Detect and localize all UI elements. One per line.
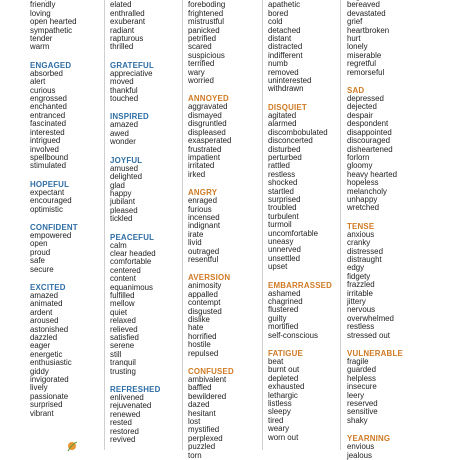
feeling-word: lively [30,383,48,393]
feeling-word: horrified [188,331,217,341]
feeling-word: unhappy [347,194,378,204]
category-heading: SAD [347,86,365,96]
feeling-word: disgusted [188,306,222,316]
feeling-word: sleepy [268,407,291,417]
feeling-word: edgy [347,263,365,273]
feeling-word: wonder [110,137,136,147]
column-2 [110,0,166,444]
feeling-word: detached [268,25,301,35]
feeling-word: enlivened [110,393,144,403]
feeling-word: encouraged [30,196,72,206]
feeling-word: dismayed [188,110,222,120]
feeling-word: leery [347,390,365,400]
feeling-word: torn [188,450,202,460]
feeling-word: fascinated [30,119,66,129]
feeling-word: overwhelmed [347,313,394,323]
feeling-word: turbulent [268,211,299,221]
feeling-word: dislike [188,315,210,324]
feeling-word: restless [268,169,296,179]
feeling-word: turmoil [268,220,292,230]
feeling-word: apathetic [268,0,301,10]
feeling-word: frightened [188,8,224,18]
feeling-word: wary [188,67,205,77]
feeling-word: jealous [347,450,373,460]
feeling-word: disappointed [347,127,392,137]
feeling-word: curious [30,85,56,95]
feeling-word: distraught [347,254,382,264]
feeling-word: fulfilled [110,290,135,300]
feeling-word: giddy [30,366,49,376]
feeling-word: regretful [347,59,376,69]
category-heading: CONFUSED [188,367,234,377]
feeling-word: impatient [188,152,221,162]
feeling-word: nervous [347,305,376,315]
feeling-word: worn out [268,432,299,442]
feeling-word: forlorn [347,152,370,162]
category-heading: ANNOYED [188,94,229,104]
feeling-word: lonely [347,42,368,52]
feeling-word: restored [110,426,139,436]
feeling-word: depressed [347,94,384,104]
feeling-word: unnerved [268,245,301,255]
feeling-word: intrigued [30,136,61,146]
feeling-word: dazed [188,400,210,410]
feeling-word: glad [110,180,125,190]
feeling-word: elated [110,0,132,10]
feeling-word: insecure [347,382,377,392]
feeling-word: warm [30,42,50,52]
feeling-word: irritated [188,161,215,171]
feeling-word: cranky [347,238,371,248]
feeling-word: displeased [188,127,226,137]
feeling-word: bored [268,8,289,18]
feeling-word: beat [268,357,284,367]
feeling-word: empowered [30,230,72,240]
feeling-word: frazzled [347,280,375,290]
feeling-word: amazed [30,290,59,300]
column-divider [262,0,263,450]
feeling-word: aroused [30,316,59,326]
feeling-word: burnt out [268,365,300,375]
feeling-word: animosity [188,281,222,291]
feeling-word: troubled [268,203,297,213]
feeling-word: anxious [347,229,375,239]
feeling-word: eager [30,341,51,351]
feeling-word: uneasy [268,236,294,246]
feeling-word: appreciative [110,68,153,78]
feeling-word: flustered [268,305,299,315]
feeling-word: disgruntled [188,119,227,129]
feeling-word: furious [188,204,212,214]
feeling-word: baffled [188,383,212,393]
feeling-word: fragile [347,357,369,367]
feeling-word: hate [188,323,204,333]
feeling-word: exuberant [110,17,146,27]
feeling-word: indignant [188,221,221,231]
feeling-word: hurt [347,34,361,44]
feeling-word: rested [110,418,132,428]
column-1 [30,0,86,418]
feeling-word: astonished [30,324,69,334]
feeling-word: melancholy [347,186,387,196]
feeling-word: self-conscious [268,330,318,340]
column-3 [188,0,244,460]
feeling-word: loving [30,8,51,18]
feeling-word: renewed [110,409,141,419]
feeling-word: relaxed [110,316,136,326]
feeling-word: cold [268,17,283,27]
feeling-word: animated [30,299,63,309]
feeling-word: dazzled [30,333,58,342]
feeling-word: alarmed [268,119,297,129]
feeling-word: removed [268,67,299,77]
category-heading: CONFIDENT [30,222,78,232]
feeling-word: enchanted [30,102,67,112]
feeling-word: uncomfortable [268,228,319,238]
feeling-word: relieved [110,324,138,334]
feeling-word: mistrustful [188,17,224,27]
feeling-word: bereaved [347,0,380,10]
feeling-word: livid [188,238,202,248]
feeling-word: clear headed [110,248,156,258]
feeling-word: upset [268,262,288,272]
category-heading: ENGAGED [30,60,72,70]
column-divider [340,0,341,450]
column-5 [347,0,403,460]
feeling-word: rejuvenated [110,401,152,411]
category-heading: YEARNING [347,434,391,444]
category-heading: INSPIRED [110,112,149,122]
feeling-word: aggravated [188,102,228,112]
feeling-word: disheartened [347,144,393,154]
feeling-word: incensed [188,212,220,222]
feeling-word: amused [110,163,139,173]
feeling-word: distracted [268,42,303,52]
feeling-word: calm [110,240,127,250]
column-divider [104,0,105,450]
feeling-word: hopeless [347,178,379,188]
feeling-word: contempt [188,298,221,308]
feeling-word: discouraged [347,136,390,146]
feeling-word: distant [268,34,292,44]
feeling-word: tickled [110,214,133,224]
feeling-word: delighted [110,172,143,182]
category-heading: EXCITED [30,282,66,292]
column-divider [182,0,183,450]
feeling-word: hesitant [188,408,216,418]
feeling-word: repulsed [188,348,219,358]
feeling-word: fidgety [347,271,371,281]
feeling-word: unsettled [268,253,301,263]
feeling-word: entranced [30,110,66,120]
feeling-word: sympathetic [30,25,73,35]
feeling-word: serene [110,341,135,351]
feeling-word: jubilant [110,197,136,207]
feeling-word: outraged [188,246,220,256]
category-heading: ANGRY [188,188,218,198]
feeling-word: terrified [188,59,215,69]
feeling-word: invigorated [30,375,69,385]
feeling-word: content [110,274,136,284]
feeling-word: involved [30,144,59,154]
category-heading: FATIGUE [268,349,304,359]
feeling-word: mystified [188,425,220,435]
feeling-word: despondent [347,119,389,129]
feeling-word: expectant [30,187,65,197]
feeling-word: disturbed [268,144,301,154]
feeling-word: stimulated [30,161,66,171]
feeling-word: resentful [188,254,219,264]
feeling-word: revived [110,435,136,445]
feeling-word: helpless [347,373,376,383]
feeling-word: absorbed [30,68,63,78]
feeling-word: grief [347,17,363,27]
feeling-word: happy [110,188,132,198]
feeling-word: startled [268,186,294,196]
feeling-word: centered [110,265,141,275]
feeling-word: energetic [30,349,63,359]
feeling-word: devastated [347,8,386,18]
feeling-word: enthusiastic [30,358,72,368]
feeling-word: distressed [347,246,383,256]
feeling-word: optimistic [30,204,63,214]
feeling-word: thankful [110,85,138,95]
feeling-word: sensitive [347,407,378,417]
feeling-word: despair [347,110,373,120]
feeling-word: exasperated [188,136,232,146]
feeling-word: irritable [347,288,373,298]
category-heading: TENSE [347,221,375,231]
feeling-word: satisfied [110,333,139,342]
feeling-word: irate [188,229,204,239]
feeling-word: engrossed [30,94,67,104]
feeling-word: ardent [30,307,53,317]
feeling-word: reserved [347,399,378,409]
feeling-word: spellbound [30,152,69,162]
feeling-word: miserable [347,50,382,60]
feeling-word: thrilled [110,42,134,52]
feeling-word: still [110,349,122,359]
feeling-word: restless [347,322,375,332]
feeling-word: tranquil [110,358,136,368]
feeling-word: envious [347,442,375,452]
feeling-word: interested [30,127,65,137]
feeling-word: proud [30,247,51,257]
feeling-word: passionate [30,391,69,401]
feeling-word: gloomy [347,161,373,171]
feeling-word: chagrined [268,297,303,306]
feeling-word: tender [30,34,53,44]
feeling-word: awed [110,128,129,138]
feeling-word: rattled [268,161,290,171]
feeling-word: friendly [30,0,56,10]
feeling-word: surprised [30,400,63,410]
category-heading: HOPEFUL [30,179,70,189]
column-4 [268,0,333,442]
feeling-word: petrified [188,34,217,44]
feeling-word: puzzled [188,442,216,452]
feeling-word: bewildered [188,391,227,401]
feeling-word: ambivalent [188,375,227,385]
feeling-word: surprised [268,194,301,204]
feeling-word: stressed out [347,330,390,340]
feeling-word: disconcerted [268,136,313,146]
feeling-word: suspicious [188,50,225,60]
feeling-word: wretched [347,203,380,213]
feeling-word: perturbed [268,152,302,162]
feeling-word: lethargic [268,390,298,400]
feeling-word: uninterested [268,76,312,86]
feeling-word: tired [268,415,284,425]
feeling-word: heavy hearted [347,169,398,179]
feeling-word: frustrated [188,144,222,154]
feeling-word: enraged [188,196,217,206]
feeling-word: weary [268,424,290,434]
feeling-word: safe [30,256,45,266]
feeling-word: radiant [110,25,135,35]
feeling-word: trusting [110,366,136,376]
leaf-sprig-icon [66,440,78,452]
feeling-word: mellow [110,299,135,309]
feeling-word: lost [188,417,201,427]
feeling-word: withdrawn [268,84,304,94]
feeling-word: depleted [268,373,299,383]
feeling-word: appalled [188,289,218,299]
feeling-word: ashamed [268,288,301,298]
category-heading: EMBARRASSED [268,280,333,290]
feeling-word: mortified [268,322,299,332]
category-heading: GRATEFUL [110,60,154,70]
feeling-word: touched [110,94,139,104]
feeling-word: listless [268,399,292,409]
feeling-word: open hearted [30,17,77,27]
feeling-word: alert [30,77,46,87]
feeling-word: hostile [188,340,211,350]
feeling-word: foreboding [188,0,226,10]
feeling-word: scared [188,42,212,52]
feeling-word: heartbroken [347,25,390,35]
feeling-word: agitated [268,110,297,120]
feeling-word: guilty [268,313,287,323]
feeling-word: indifferent [268,50,303,60]
feeling-word: numb [268,59,288,69]
category-heading: AVERSION [188,273,231,283]
category-heading: PEACEFUL [110,232,155,242]
feeling-word: equanimous [110,282,153,292]
feeling-word: vibrant [30,408,54,418]
category-heading: JOYFUL [110,155,143,165]
feeling-word: dejected [347,102,377,112]
feeling-word: panicked [188,25,220,35]
feeling-word: secure [30,264,54,274]
feeling-word: perplexed [188,433,223,443]
feeling-word: shaky [347,415,368,425]
feeling-word: pleased [110,205,138,215]
feeling-word: moved [110,77,134,87]
feeling-word: open [30,239,48,249]
feeling-word: guarded [347,365,376,375]
category-heading: VULNERABLE [347,349,403,359]
feeling-word: comfortable [110,257,152,267]
feeling-word: worried [188,76,214,86]
feeling-word: enthralled [110,8,145,18]
feeling-word: remorseful [347,67,385,77]
category-heading: REFRESHED [110,385,161,395]
feeling-word: irked [188,169,206,179]
feeling-word: shocked [268,178,298,188]
feeling-word: quiet [110,307,128,317]
category-heading: DISQUIET [268,102,307,112]
feeling-word: jittery [347,297,366,306]
feeling-word: rapturous [110,34,144,44]
feeling-word: discombobulated [268,127,328,137]
feeling-word: exhausted [268,382,305,392]
feeling-word: amazed [110,120,139,130]
